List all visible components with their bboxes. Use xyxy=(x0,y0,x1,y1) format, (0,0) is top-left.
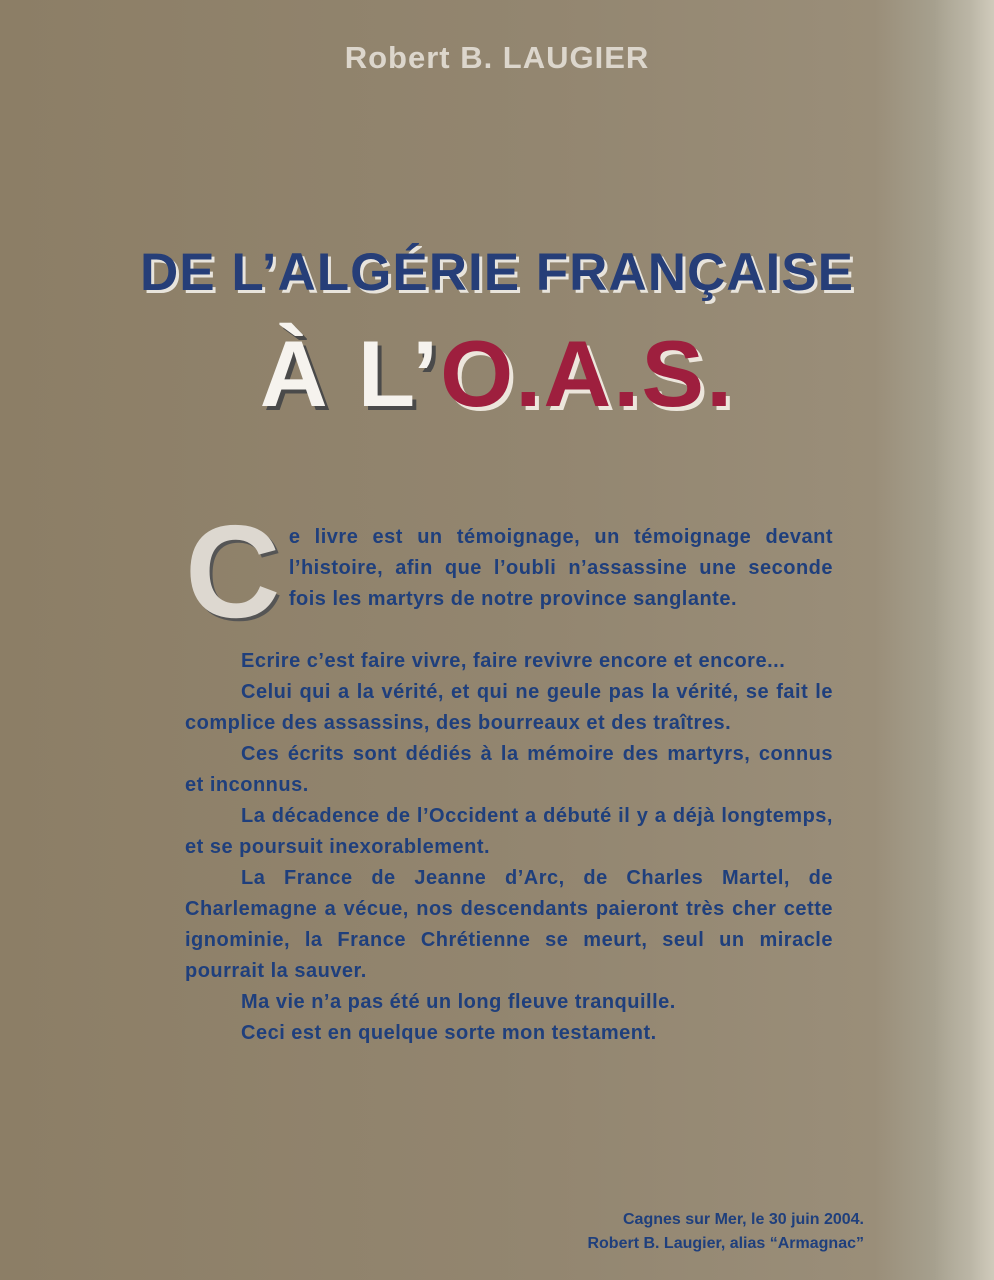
title-line-2-red: O.A.S. xyxy=(440,321,735,426)
signature-place-date: Cagnes sur Mer, le 30 juin 2004. xyxy=(623,1211,864,1228)
paragraph-6: Ma vie n’a pas été un long fleuve tranquille. xyxy=(241,991,676,1013)
paragraph-4: La décadence de l’Occident a débuté il y a déjà longtemps, et se poursuit inexorablement. xyxy=(185,805,833,858)
body-text xyxy=(185,498,833,1049)
title-line-1: DE L’ALGÉRIE FRANÇAISE xyxy=(139,243,854,302)
signature-name: Robert B. Laugier, alias “Armagnac” xyxy=(587,1235,864,1252)
paragraph-5: La France de Jeanne d’Arc, de Charles Martel, de Charlemagne a vécue, nos descendants paieront très cher cette ignominie, la France Chrétienne se meurt, seul un miracle pourrait la sauver. xyxy=(185,867,833,982)
paragraph-2: Celui qui a la vérité, et qui ne geule pas la vérité, se fait le complice des assassins, des bourreaux et des traîtres. xyxy=(185,681,833,734)
title-line-2 xyxy=(0,320,994,428)
first-paragraph: e livre est un témoignage, un témoignage devant l’histoire, afin que l’oubli n’assassine une seconde fois les martyrs de notre province sanglante. xyxy=(288,526,833,610)
paragraph-3: Ces écrits sont dédiés à la mémoire des martyrs, connus et inconnus. xyxy=(185,743,833,796)
drop-cap: C xyxy=(185,498,281,645)
paragraph-7: Ceci est en quelque sorte mon testament. xyxy=(241,1022,657,1044)
page-spine-shadow xyxy=(934,0,994,1280)
paragraph-1: Ecrire c’est faire vivre, faire revivre encore et encore... xyxy=(241,650,786,672)
author-name: Robert B. LAUGIER xyxy=(344,40,650,75)
signature-block xyxy=(587,1208,864,1256)
title-line-2-white: À L’ xyxy=(259,321,441,426)
